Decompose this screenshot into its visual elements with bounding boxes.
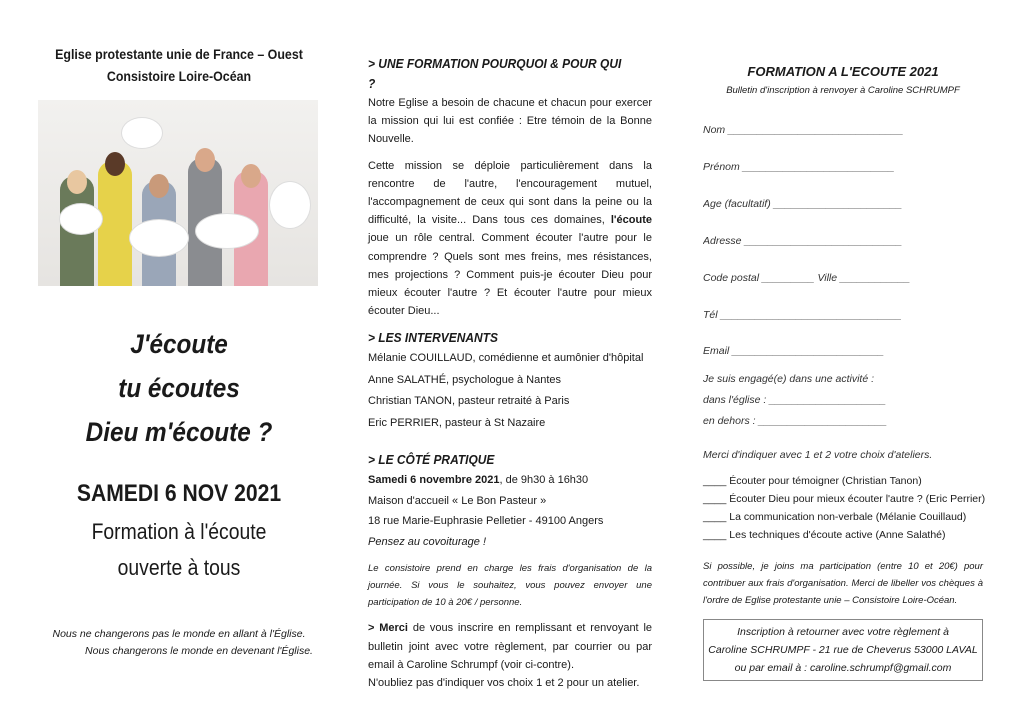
speech-bubble-icon (130, 220, 188, 256)
subtitle: Formation à l'écoute (91, 519, 267, 544)
motto-line: Nous ne changerons pas le monde en allant à l'Église. (52, 628, 306, 640)
field-dehors[interactable]: en dehors : ______________________ (703, 415, 887, 427)
speaker: Anne SALATHÉ, psychologue à Nantes (368, 373, 562, 386)
fees-note: Le consistoire prend en charge les frais d'organisation de la journée. Si vous le souhaitez, vous pouvez envoyer une participation de 10 à 20€ / personne. (368, 563, 652, 609)
cover-photo (38, 100, 318, 286)
paragraph: > Merci de vous inscrire en remplissant et renvoyant le bulletin joint avec votre règlement, par courrier ou par email à Caroline Schrumpf (voir ci-contre). (368, 622, 652, 671)
field-tel[interactable]: Tél _______________________________ (703, 309, 902, 321)
ateliers-intro: Merci d'indiquer avec 1 et 2 votre choix d'ateliers. (703, 449, 933, 461)
section-heading: > UNE FORMATION POURQUOI & POUR QUI ? (368, 56, 622, 91)
field-age[interactable]: Age (facultatif) ______________________ (703, 198, 903, 210)
field-prenom[interactable]: Prénom __________________________ (703, 161, 895, 173)
reminder: N'oubliez pas d'indiquer vos choix 1 et 2 pour un atelier. (368, 677, 640, 690)
slogan-line: tu écoutes (118, 373, 240, 403)
speech-bubble-icon (60, 204, 102, 234)
box-line: Caroline SCHRUMPF - 21 rue de Cheverus 53000 LAVAL (708, 644, 978, 656)
paragraph: Notre Eglise a besoin de chacune et chacun pour exercer la mission qui lui est confiée : Etre témoin de la Bonne Nouvelle. (368, 97, 652, 146)
speaker-list (368, 348, 652, 434)
field-nom[interactable]: Nom ______________________________ (703, 124, 904, 136)
atelier-choice[interactable]: ____ Les techniques d'écoute active (Anne Salathé) (703, 529, 946, 541)
registration-form (700, 64, 986, 704)
paragraph: Cette mission se déploie particulièrement dans la rencontre de l'autre, l'encouragement mutuel, l'accompagnement de ceux qui sont dans la peine ou la difficulté, la visite... Dans tous ces domaines, l'écoute joue un rôle central. Comment écouter l'autre pour le comprendre ? Quels sont mes freins, mes résistances, mes projections ? Comment puis-je écouter Dieu pour mieux écouter l'autre ? Et écouter l'autre pour mieux écouter Dieu... (368, 159, 652, 318)
field-eglise[interactable]: dans l'église : ____________________ (703, 394, 887, 406)
field-email[interactable]: Email __________________________ (703, 345, 885, 357)
box-line: Inscription à retourner avec votre règlement à (737, 626, 949, 638)
participation-note: Si possible, je joins ma participation (entre 10 et 20€) pour contribuer aux frais d'organisation. Merci de libeller vos chèques à l'ordre de Eglise protestante unie – Consistoire Loire-Océan. (703, 561, 983, 606)
info-panel (368, 54, 652, 692)
speech-bubble-icon (196, 214, 258, 248)
speaker: Mélanie COUILLAUD, comédienne et aumônier d'hôpital (368, 352, 644, 365)
slogan-line: Dieu m'écoute ? (85, 417, 273, 447)
email-link[interactable]: ou par email à : caroline.schrumpf@gmail.com (734, 662, 952, 674)
speaker: Eric PERRIER, pasteur à St Nazaire (368, 416, 546, 429)
cover-panel (38, 44, 320, 660)
form-subtitle: Bulletin d'inscription à renvoyer à Caroline SCHRUMPF (726, 85, 960, 96)
motto-line: Nous changerons le monde en devenant l'Église. (85, 645, 313, 657)
atelier-choice[interactable]: ____ Écouter Dieu pour mieux écouter l'autre ? (Eric Perrier) (703, 493, 986, 505)
slogan-line: J'écoute (130, 329, 228, 359)
event-date: SAMEDI 6 NOV 2021 (76, 480, 282, 507)
form-title: FORMATION A L'ECOUTE 2021 (747, 64, 939, 79)
section-heading: > LE CÔTÉ PRATIQUE (368, 452, 495, 468)
speaker: Christian TANON, pasteur retraité à Paris (368, 395, 570, 408)
atelier-choice[interactable]: ____ Écouter pour témoigner (Christian Tanon) (703, 475, 922, 487)
field-adresse[interactable]: Adresse ___________________________ (703, 235, 903, 247)
org-name: Eglise protestante unie de France – Ouest (55, 47, 303, 62)
section-heading: > LES INTERVENANTS (368, 330, 498, 346)
field-code-postal[interactable]: Code postal _________ Ville ____________ (703, 272, 911, 284)
speech-bubble-icon (270, 182, 310, 228)
slogan (52, 322, 306, 454)
atelier-list (703, 472, 985, 544)
subtitle: ouverte à tous (117, 555, 241, 580)
speech-bubble-icon (122, 118, 162, 148)
motto (38, 626, 320, 660)
practical-info: Samedi 6 novembre 2021, de 9h30 à 16h30 Maison d'accueil « Le Bon Pasteur » 18 rue Marie-Euphrasie Pelletier - 49100 Angers Pensez au covoiturage ! (368, 474, 604, 548)
return-address-box (703, 619, 983, 681)
consistory-name: Consistoire Loire-Océan (106, 69, 252, 84)
engagement-label: Je suis engagé(e) dans une activité : (703, 373, 875, 385)
atelier-choice[interactable]: ____ La communication non-verbale (Mélanie Couillaud) (703, 511, 967, 523)
